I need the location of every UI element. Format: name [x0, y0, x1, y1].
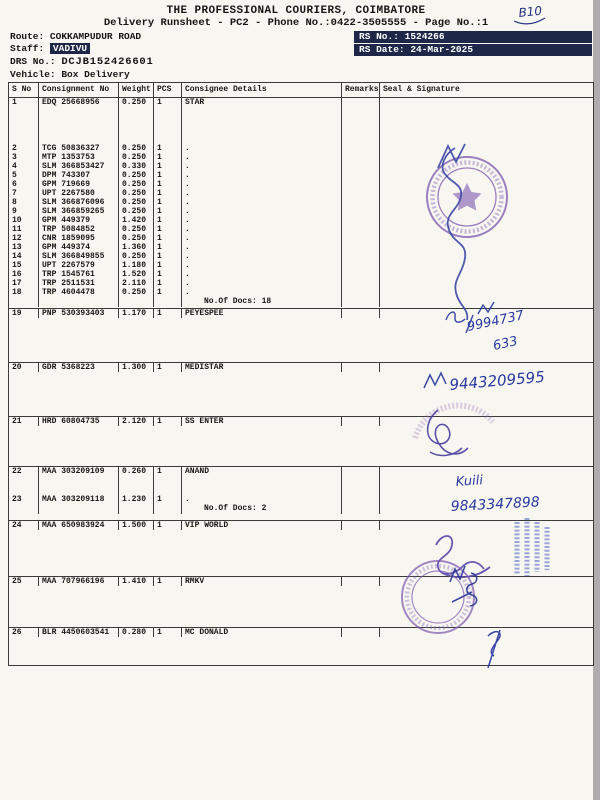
- cell-consignee: .: [182, 252, 342, 261]
- cell-sno: 7: [9, 189, 39, 198]
- cell-pcs: 1: [154, 207, 182, 216]
- cell-weight: 0.250: [119, 171, 154, 180]
- cell-consignment: MAA 707966196: [39, 577, 119, 586]
- col-header-sno: S No: [9, 83, 39, 97]
- cell-sno: 9: [9, 207, 39, 216]
- cell-consignee: .: [182, 225, 342, 234]
- cell-weight: 0.250: [119, 189, 154, 198]
- cell-pcs: 1: [154, 252, 182, 261]
- spacer-cell: [154, 476, 182, 495]
- cell-seal: [380, 297, 593, 307]
- cell-seal: [380, 270, 593, 279]
- spacer-cell: [380, 476, 593, 495]
- cell-consignment: TCG 50836327: [39, 144, 119, 153]
- info-block: [8, 31, 592, 81]
- cell-consignment: GDR 5368223: [39, 363, 119, 372]
- cell-pcs: [154, 297, 182, 307]
- cell-sno: [9, 504, 39, 514]
- cell-weight: 2.110: [119, 279, 154, 288]
- cell-remarks: [342, 279, 380, 288]
- cell-weight: 0.330: [119, 162, 154, 171]
- cell-pcs: 1: [154, 309, 182, 318]
- cell-seal: [380, 198, 593, 207]
- cell-consignee: SS ENTER: [182, 417, 342, 426]
- cell-consignee: .: [182, 270, 342, 279]
- cell-weight: 1.180: [119, 261, 154, 270]
- spacer-cell: [119, 476, 154, 495]
- cell-consignee: ANAND: [182, 467, 342, 476]
- cell-pcs: 1: [154, 279, 182, 288]
- cell-pcs: 1: [154, 144, 182, 153]
- cell-remarks: [342, 521, 380, 530]
- cell-remarks: [342, 243, 380, 252]
- cell-remarks: [342, 495, 380, 504]
- cell-remarks: [342, 234, 380, 243]
- spacer-cell: [182, 476, 342, 495]
- cell-consignment: CNR 1859095: [39, 234, 119, 243]
- table-row: [9, 495, 593, 504]
- cell-consignment: SLM 366849855: [39, 252, 119, 261]
- cell-remarks: [342, 153, 380, 162]
- table-row: [9, 98, 593, 107]
- cell-seal: [380, 417, 593, 426]
- cell-pcs: 1: [154, 216, 182, 225]
- col-header-weight: Weight: [119, 83, 154, 97]
- table-row: [9, 417, 593, 426]
- cell-consignee: .: [182, 171, 342, 180]
- cell-weight: 0.260: [119, 467, 154, 476]
- spacer-cell: [342, 107, 380, 144]
- corner-note-text: B10: [517, 3, 543, 20]
- cell-consignee: VIP WORLD: [182, 521, 342, 530]
- cell-pcs: 1: [154, 98, 182, 107]
- cell-weight: 1.500: [119, 521, 154, 530]
- cell-sno: 1: [9, 98, 39, 107]
- cell-remarks: [342, 98, 380, 107]
- table-row: [9, 309, 593, 318]
- cell-seal: [380, 171, 593, 180]
- handwritten-phone-row19-part2: 633: [491, 334, 520, 354]
- cell-remarks: [342, 216, 380, 225]
- cell-pcs: 1: [154, 261, 182, 270]
- cell-consignee: .: [182, 243, 342, 252]
- document-subtitle: Delivery Runsheet - PC2 - Phone No.:0422-3505555 - Page No.:1: [103, 17, 489, 29]
- cell-consignment: [39, 504, 119, 514]
- cell-consignment: GPM 449379: [39, 216, 119, 225]
- vehicle-label: Vehicle:: [10, 69, 56, 80]
- cell-weight: 2.120: [119, 417, 154, 426]
- cell-sno: 10: [9, 216, 39, 225]
- cell-pcs: 1: [154, 243, 182, 252]
- cell-seal: [380, 216, 593, 225]
- cell-weight: 0.250: [119, 288, 154, 297]
- cell-sno: 25: [9, 577, 39, 586]
- table-row: [9, 270, 593, 279]
- cell-weight: 0.250: [119, 144, 154, 153]
- cell-pcs: 1: [154, 225, 182, 234]
- cell-seal: [380, 288, 593, 297]
- col-header-remarks: Remarks: [342, 83, 380, 97]
- table-row: [9, 252, 593, 261]
- cell-consignee: .: [182, 162, 342, 171]
- cell-seal: [380, 162, 593, 171]
- table-row: [9, 234, 593, 243]
- spacer-cell: [154, 107, 182, 144]
- cell-pcs: 1: [154, 234, 182, 243]
- cell-consignment: MAA 650983924: [39, 521, 119, 530]
- cell-pcs: 1: [154, 153, 182, 162]
- cell-remarks: [342, 270, 380, 279]
- cell-sno: 26: [9, 628, 39, 637]
- cell-weight: 0.250: [119, 153, 154, 162]
- handwritten-phone-row20: 9443209595: [448, 367, 546, 394]
- route-line: [10, 31, 141, 43]
- cell-remarks: [342, 577, 380, 586]
- staff-value: VADIVU: [50, 43, 90, 54]
- cell-consignment: PNP 530393403: [39, 309, 119, 318]
- cell-weight: 1.410: [119, 577, 154, 586]
- table-group-1: [9, 98, 593, 309]
- row-spacer: [9, 476, 593, 495]
- table-group-3: [9, 363, 593, 417]
- table-row: [9, 577, 593, 586]
- cell-sno: 21: [9, 417, 39, 426]
- table-row: [9, 198, 593, 207]
- cell-sno: 17: [9, 279, 39, 288]
- docs-note: No.Of Docs: 2: [182, 504, 342, 514]
- table-group-6: [9, 521, 593, 577]
- cell-remarks: [342, 288, 380, 297]
- spacer-cell: [380, 107, 593, 144]
- cell-seal: [380, 144, 593, 153]
- cell-weight: 0.250: [119, 225, 154, 234]
- cell-remarks: [342, 417, 380, 426]
- cell-pcs: 1: [154, 180, 182, 189]
- cell-seal: [380, 504, 593, 514]
- cell-seal: [380, 467, 593, 476]
- vehicle-line: [10, 69, 130, 81]
- cell-pcs: 1: [154, 495, 182, 504]
- cell-consignment: HRD 60804735: [39, 417, 119, 426]
- spacer-cell: [342, 476, 380, 495]
- cell-weight: 1.520: [119, 270, 154, 279]
- drs-line: [10, 56, 154, 68]
- cell-consignment: BLR 4450603541: [39, 628, 119, 637]
- table-row: [9, 153, 593, 162]
- cell-consignee: MC DONALD: [182, 628, 342, 637]
- cell-consignment: SLM 366876096: [39, 198, 119, 207]
- cell-pcs: 1: [154, 162, 182, 171]
- cell-consignment: MTP 1353753: [39, 153, 119, 162]
- cell-weight: 0.250: [119, 198, 154, 207]
- spacer-cell: [182, 107, 342, 144]
- cell-consignment: SLM 366859265: [39, 207, 119, 216]
- table-group-8: [9, 628, 593, 665]
- spacer-cell: [9, 107, 39, 144]
- cell-consignment: SLM 366853427: [39, 162, 119, 171]
- cell-remarks: [342, 198, 380, 207]
- cell-remarks: [342, 628, 380, 637]
- cell-remarks: [342, 180, 380, 189]
- cell-pcs: 1: [154, 628, 182, 637]
- cell-weight: 1.420: [119, 216, 154, 225]
- cell-pcs: 1: [154, 270, 182, 279]
- cell-pcs: 1: [154, 171, 182, 180]
- cell-consignee: MEDISTAR: [182, 363, 342, 372]
- cell-seal: [380, 309, 593, 318]
- handwritten-phone-row19: 9994737: [465, 308, 526, 335]
- cell-consignment: MAA 303209118: [39, 495, 119, 504]
- cell-weight: 1.230: [119, 495, 154, 504]
- docs-note: No.Of Docs: 18: [182, 297, 342, 307]
- staff-line: [10, 43, 90, 55]
- cell-weight: 1.360: [119, 243, 154, 252]
- route-value: COKKAMPUDUR ROAD: [49, 31, 142, 42]
- runsheet-table: [8, 82, 594, 666]
- spacer-cell: [39, 107, 119, 144]
- cell-seal: [380, 180, 593, 189]
- table-row: [9, 243, 593, 252]
- cell-consignee: .: [182, 279, 342, 288]
- cell-seal: [380, 189, 593, 198]
- cell-remarks: [342, 504, 380, 514]
- table-row: [9, 171, 593, 180]
- cell-consignment: GPM 719669: [39, 180, 119, 189]
- cell-sno: 20: [9, 363, 39, 372]
- cell-weight: 0.250: [119, 252, 154, 261]
- cell-pcs: 1: [154, 521, 182, 530]
- table-row: [9, 288, 593, 297]
- cell-remarks: [342, 171, 380, 180]
- cell-remarks: [342, 261, 380, 270]
- cell-consignment: [39, 297, 119, 307]
- table-row: [9, 144, 593, 153]
- spacer-cell: [9, 476, 39, 495]
- scan-edge-shadow: [593, 0, 600, 800]
- cell-weight: 1.300: [119, 363, 154, 372]
- cell-pcs: 1: [154, 363, 182, 372]
- table-row: [9, 261, 593, 270]
- spacer-cell: [119, 107, 154, 144]
- rs-date-label: RS Date:: [359, 44, 405, 55]
- cell-consignee: .: [182, 216, 342, 225]
- cell-consignee: STAR: [182, 98, 342, 107]
- cell-seal: [380, 243, 593, 252]
- cell-pcs: 1: [154, 577, 182, 586]
- cell-consignee: .: [182, 189, 342, 198]
- cell-sno: 23: [9, 495, 39, 504]
- col-header-consignment-no: Consignment No: [39, 83, 119, 97]
- table-row: [9, 628, 593, 637]
- staff-label: Staff:: [10, 43, 45, 54]
- rs-no-value: 1524266: [404, 31, 445, 42]
- rs-date-value: 24-Mar-2025: [410, 44, 474, 55]
- cell-remarks: [342, 363, 380, 372]
- table-row: [9, 467, 593, 476]
- cell-weight: 0.250: [119, 207, 154, 216]
- table-row: [9, 180, 593, 189]
- cell-sno: 13: [9, 243, 39, 252]
- cell-seal: [380, 577, 593, 586]
- cell-sno: 19: [9, 309, 39, 318]
- cell-consignee: .: [182, 288, 342, 297]
- cell-consignee: PEYESPEE: [182, 309, 342, 318]
- cell-sno: 5: [9, 171, 39, 180]
- drs-label: DRS No.:: [10, 56, 56, 67]
- cell-seal: [380, 234, 593, 243]
- table-row: [9, 162, 593, 171]
- table-row: [9, 189, 593, 198]
- cell-seal: [380, 363, 593, 372]
- cell-sno: 8: [9, 198, 39, 207]
- cell-weight: [119, 297, 154, 307]
- cell-consignment: DPM 743307: [39, 171, 119, 180]
- document-title: THE PROFESSIONAL COURIERS, COIMBATORE: [166, 5, 426, 17]
- cell-consignment: UPT 2267580: [39, 189, 119, 198]
- cell-sno: 24: [9, 521, 39, 530]
- cell-seal: [380, 98, 593, 107]
- table-group-4: [9, 417, 593, 467]
- cell-seal: [380, 628, 593, 637]
- cell-pcs: 1: [154, 198, 182, 207]
- cell-sno: 11: [9, 225, 39, 234]
- cell-seal: [380, 207, 593, 216]
- cell-consignee: .: [182, 234, 342, 243]
- cell-weight: 1.170: [119, 309, 154, 318]
- cell-sno: 18: [9, 288, 39, 297]
- cell-consignee: RMKV: [182, 577, 342, 586]
- cell-seal: [380, 279, 593, 288]
- row-spacer: [9, 107, 593, 144]
- cell-remarks: [342, 309, 380, 318]
- table-row: [9, 207, 593, 216]
- cell-consignee: .: [182, 144, 342, 153]
- route-label: Route:: [10, 31, 45, 42]
- cell-remarks: [342, 467, 380, 476]
- cell-consignment: TRP 4604478: [39, 288, 119, 297]
- cell-pcs: [154, 504, 182, 514]
- cell-sno: 16: [9, 270, 39, 279]
- table-group-7: [9, 577, 593, 628]
- cell-remarks: [342, 225, 380, 234]
- cell-consignee: .: [182, 180, 342, 189]
- cell-sno: 3: [9, 153, 39, 162]
- cell-consignment: GPM 449374: [39, 243, 119, 252]
- docs-note-row: [9, 504, 593, 514]
- cell-weight: [119, 504, 154, 514]
- cell-weight: 0.250: [119, 98, 154, 107]
- cell-consignment: EDQ 25668956: [39, 98, 119, 107]
- cell-sno: 4: [9, 162, 39, 171]
- vehicle-value: Box Delivery: [61, 69, 130, 80]
- cell-pcs: 1: [154, 288, 182, 297]
- cell-weight: 0.250: [119, 180, 154, 189]
- col-header-seal-signature: Seal & Signature: [383, 85, 460, 94]
- cell-sno: 12: [9, 234, 39, 243]
- cell-weight: 0.250: [119, 234, 154, 243]
- cell-pcs: 1: [154, 189, 182, 198]
- cell-sno: [9, 297, 39, 307]
- cell-consignee: .: [182, 261, 342, 270]
- table-group-5: [9, 467, 593, 521]
- spacer-cell: [39, 476, 119, 495]
- docs-note-row: [9, 297, 593, 307]
- cell-remarks: [342, 189, 380, 198]
- cell-sno: 15: [9, 261, 39, 270]
- cell-seal: [380, 495, 593, 504]
- table-groups: [9, 98, 593, 665]
- cell-remarks: [342, 297, 380, 307]
- handwritten-name-row22: Kuili: [455, 473, 484, 490]
- cell-sno: 22: [9, 467, 39, 476]
- cell-consignment: TRP 1545761: [39, 270, 119, 279]
- cell-seal: [380, 225, 593, 234]
- cell-consignee: .: [182, 207, 342, 216]
- cell-sno: 6: [9, 180, 39, 189]
- rs-date-field: [354, 44, 592, 56]
- cell-remarks: [342, 207, 380, 216]
- cell-consignment: TRP 2511531: [39, 279, 119, 288]
- cell-pcs: 1: [154, 417, 182, 426]
- cell-consignment: MAA 303209109: [39, 467, 119, 476]
- cell-sno: 14: [9, 252, 39, 261]
- table-row: [9, 363, 593, 372]
- table-row: [9, 225, 593, 234]
- cell-consignee: .: [182, 198, 342, 207]
- cell-consignment: UPT 2267579: [39, 261, 119, 270]
- table-group-2: [9, 309, 593, 363]
- cell-seal: [380, 521, 593, 530]
- cell-seal: [380, 252, 593, 261]
- cell-seal: [380, 261, 593, 270]
- cell-remarks: [342, 252, 380, 261]
- col-header-pcs: PCS: [154, 83, 182, 97]
- cell-seal: [380, 153, 593, 162]
- rs-no-label: RS No.:: [359, 31, 399, 42]
- cell-weight: 0.280: [119, 628, 154, 637]
- cell-remarks: [342, 144, 380, 153]
- cell-pcs: 1: [154, 467, 182, 476]
- rs-no-field: [354, 31, 592, 43]
- col-header-consignee-details: Consignee Details: [182, 83, 342, 97]
- table-header-row: [9, 83, 593, 98]
- cell-consignment: TRP 5084852: [39, 225, 119, 234]
- cell-remarks: [342, 162, 380, 171]
- table-row: [9, 521, 593, 530]
- cell-sno: 2: [9, 144, 39, 153]
- table-row: [9, 279, 593, 288]
- handwritten-phone-row23: 9843347898: [450, 494, 541, 515]
- table-row: [9, 216, 593, 225]
- cell-consignee: .: [182, 495, 342, 504]
- cell-consignee: .: [182, 153, 342, 162]
- drs-value: DCJB152426601: [61, 56, 154, 68]
